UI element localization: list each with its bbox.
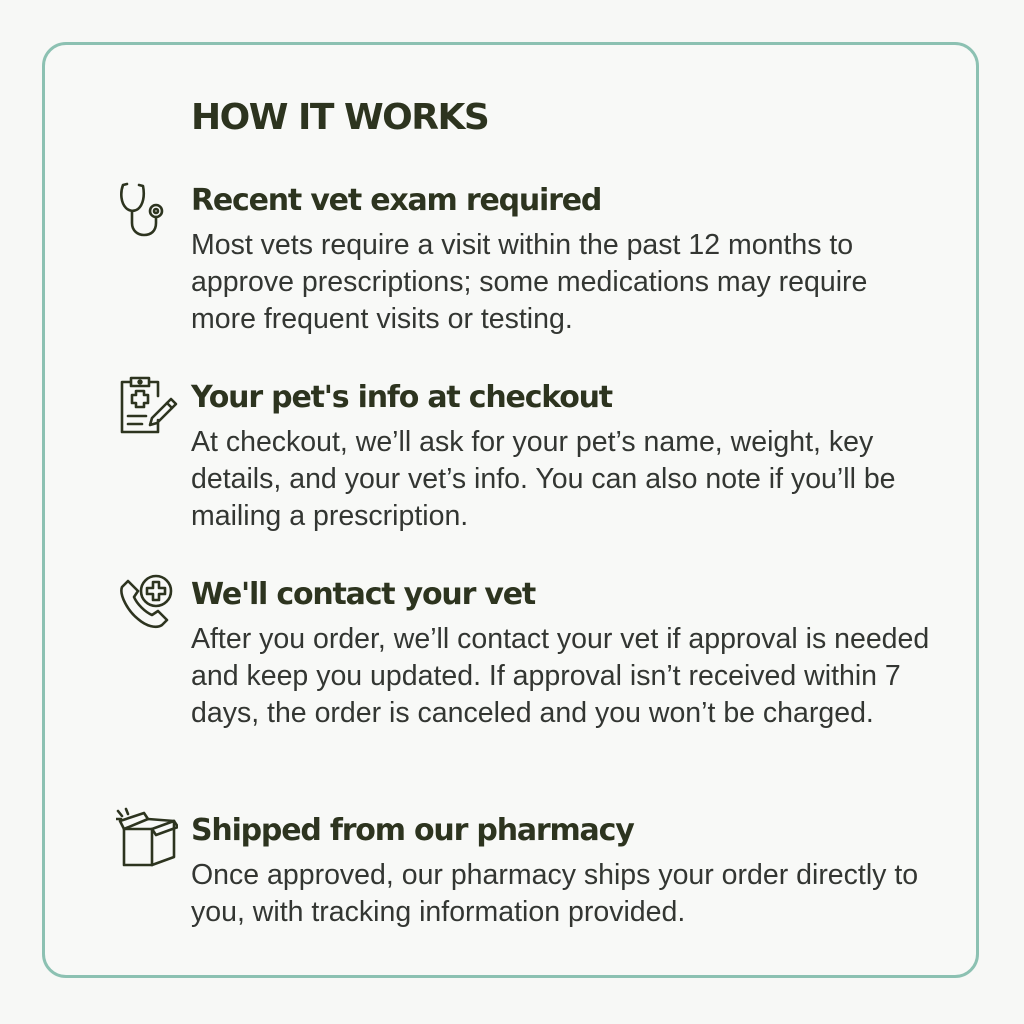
- step-description: At checkout, we’ll ask for your pet’s name, weight, key details, and your vet’s info. You can also note if you’ll be mailing a prescription.: [191, 426, 896, 532]
- step-heading: Shipped from our pharmacy: [191, 813, 634, 848]
- step-description: After you order, we’ll contact your vet if approval is needed and keep you updated. If approval isn’t received within 7 days, the order is canceled and you won’t be charged.: [191, 623, 930, 729]
- section-title: HOW IT WORKS: [191, 97, 489, 138]
- stethoscope-icon: [116, 179, 178, 241]
- package-box-icon: [116, 807, 178, 869]
- step-heading: We'll contact your vet: [191, 577, 536, 612]
- clipboard-medical-icon: [116, 374, 178, 436]
- phone-medical-icon: [116, 571, 178, 633]
- step-description: Once approved, our pharmacy ships your order directly to you, with tracking information provided.: [191, 859, 919, 928]
- step-description: Most vets require a visit within the past 12 months to approve prescriptions; some medications may require more frequent visits or testing.: [191, 229, 868, 335]
- step-heading: Recent vet exam required: [191, 183, 602, 218]
- step-heading: Your pet's info at checkout: [191, 380, 612, 415]
